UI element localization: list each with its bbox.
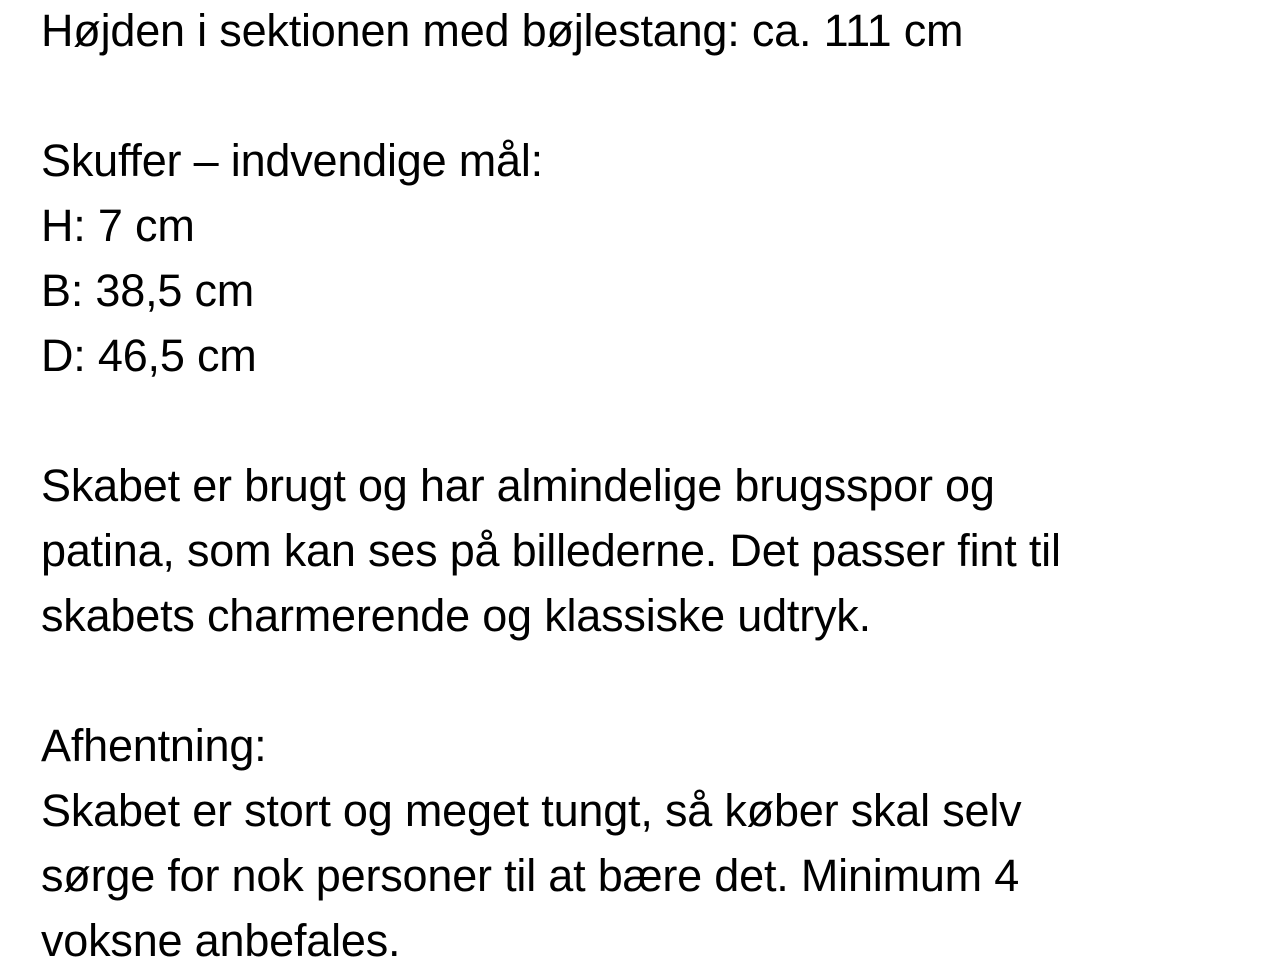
condition-line: patina, som kan ses på billederne. Det passer fint til bbox=[41, 525, 1061, 576]
paragraph-gap bbox=[41, 648, 1261, 713]
pickup-line: sørge for nok personer til at bære det. Minimum 4 bbox=[41, 850, 1020, 901]
listing-description bbox=[41, 0, 1261, 973]
hanger-section-height: Højden i sektionen med bøjlestang: ca. 111 cm bbox=[41, 5, 964, 56]
condition-line: Skabet er brugt og har almindelige brugsspor og bbox=[41, 460, 995, 511]
drawer-width: B: 38,5 cm bbox=[41, 265, 255, 316]
drawer-height: H: 7 cm bbox=[41, 200, 195, 251]
pickup-heading: Afhentning: bbox=[41, 720, 267, 771]
condition-line: skabets charmerende og klassiske udtryk. bbox=[41, 590, 871, 641]
pickup-line: Skabet er stort og meget tungt, så køber skal selv bbox=[41, 785, 1022, 836]
paragraph-gap bbox=[41, 388, 1261, 453]
pickup-line: voksne anbefales. bbox=[41, 915, 401, 966]
drawer-depth: D: 46,5 cm bbox=[41, 330, 257, 381]
paragraph-gap bbox=[41, 63, 1261, 128]
drawers-heading: Skuffer – indvendige mål: bbox=[41, 135, 543, 186]
